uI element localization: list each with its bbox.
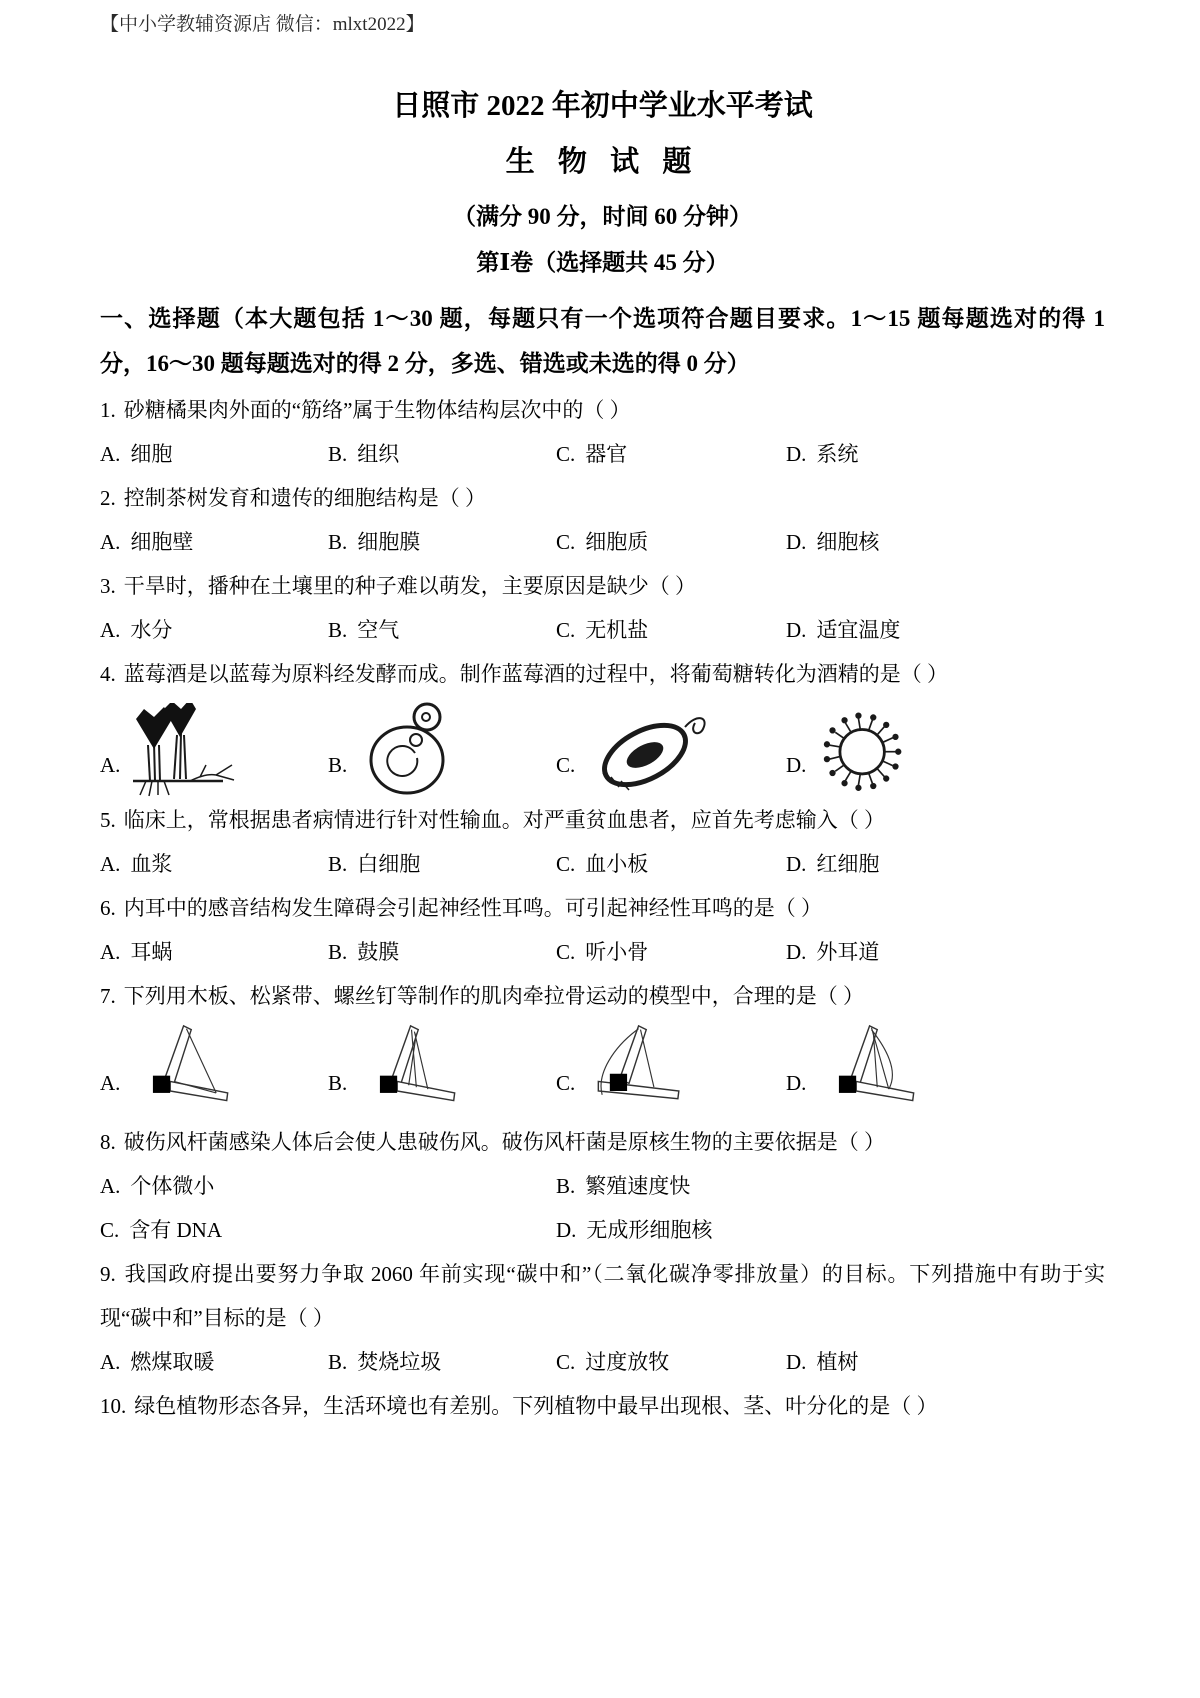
lever-model-b bbox=[355, 1020, 470, 1116]
option-c bbox=[556, 520, 786, 564]
question-text: 破伤风杆菌感染人体后会使人患破伤风。破伤风杆菌是原核生物的主要依据是（ ） bbox=[123, 1130, 885, 1154]
option-c bbox=[100, 1208, 556, 1252]
question-9 bbox=[100, 1252, 1105, 1384]
option-d bbox=[556, 1208, 1105, 1252]
option-a bbox=[100, 1020, 328, 1116]
question-6 bbox=[100, 886, 1105, 974]
option-text: 外耳道 bbox=[816, 940, 880, 964]
option-text: 组织 bbox=[357, 442, 400, 466]
option-text: 器官 bbox=[585, 442, 628, 466]
option-b bbox=[328, 1020, 556, 1116]
option-c bbox=[556, 1020, 786, 1116]
yeast-illustration bbox=[355, 700, 465, 798]
question-1-text bbox=[100, 388, 1105, 432]
question-3 bbox=[100, 564, 1105, 652]
option-text: 细胞核 bbox=[816, 530, 880, 554]
option-label: B. bbox=[328, 852, 348, 876]
option-label: D. bbox=[786, 618, 807, 642]
section-instructions: 一、选择题（本大题包括 1～30 题，每题只有一个选项符合题目要求。1～15 题每题选对的得 1 分，16～30 题每题选对的得 2 分，多选、错选或未选的得 0 分） bbox=[100, 306, 1105, 376]
question-text: 砂糖橘果肉外面的“筋络”属于生物体结构层次中的（ ） bbox=[123, 398, 631, 422]
question-number: 1. bbox=[100, 398, 116, 422]
option-label: C. bbox=[556, 753, 576, 777]
question-text: 内耳中的感音结构发生障碍会引起神经性耳鸣。可引起神经性耳鸣的是（ ） bbox=[123, 896, 822, 920]
bacterium-illustration bbox=[583, 703, 728, 798]
option-label: A. bbox=[100, 618, 121, 642]
store-watermark: 【中小学教辅资源店 微信：mlxt2022】 bbox=[100, 14, 425, 35]
question-4-text bbox=[100, 652, 1105, 696]
question-1 bbox=[100, 388, 1105, 476]
option-a bbox=[100, 1340, 328, 1384]
question-text: 绿色植物形态各异，生活环境也有差别。下列植物中最早出现根、茎、叶分化的是（ ） bbox=[134, 1394, 938, 1418]
option-a bbox=[100, 520, 328, 564]
option-label: B. bbox=[556, 1174, 576, 1198]
option-b bbox=[328, 520, 556, 564]
option-text: 空气 bbox=[357, 618, 400, 642]
option-text: 水分 bbox=[130, 618, 173, 642]
option-text: 无机盐 bbox=[585, 618, 649, 642]
option-b bbox=[328, 608, 556, 652]
option-label: D. bbox=[786, 530, 807, 554]
option-c bbox=[556, 930, 786, 974]
option-label: A. bbox=[100, 530, 121, 554]
option-d bbox=[786, 842, 1105, 886]
option-c bbox=[556, 698, 786, 798]
option-label: C. bbox=[556, 530, 576, 554]
option-label: A. bbox=[100, 1071, 121, 1095]
option-a bbox=[100, 842, 328, 886]
option-c bbox=[556, 842, 786, 886]
option-text: 过度放牧 bbox=[585, 1350, 670, 1374]
option-label: C. bbox=[556, 442, 576, 466]
option-label: D. bbox=[786, 1350, 807, 1374]
option-label: A. bbox=[100, 940, 121, 964]
question-text: 控制茶树发育和遗传的细胞结构是（ ） bbox=[123, 486, 486, 510]
question-8 bbox=[100, 1120, 1105, 1252]
option-c bbox=[556, 1340, 786, 1384]
question-number: 2. bbox=[100, 486, 116, 510]
option-d bbox=[786, 1020, 1105, 1116]
option-label: B. bbox=[328, 753, 348, 777]
option-label: C. bbox=[556, 618, 576, 642]
option-label: B. bbox=[328, 530, 348, 554]
question-3-options bbox=[100, 608, 1105, 652]
option-label: D. bbox=[786, 940, 807, 964]
option-text: 鼓膜 bbox=[357, 940, 400, 964]
option-b bbox=[328, 1340, 556, 1384]
option-text: 燃煤取暖 bbox=[130, 1350, 215, 1374]
option-d bbox=[786, 698, 1105, 798]
option-label: C. bbox=[556, 1350, 576, 1374]
option-text: 细胞壁 bbox=[130, 530, 194, 554]
option-a bbox=[100, 1164, 556, 1208]
question-2 bbox=[100, 476, 1105, 564]
option-text: 耳蜗 bbox=[130, 940, 173, 964]
question-7-options bbox=[100, 1020, 1105, 1116]
question-5-text bbox=[100, 798, 1105, 842]
question-text: 临床上，常根据患者病情进行针对性输血。对严重贫血患者，应首先考虑输入（ ） bbox=[123, 808, 885, 832]
option-text: 焚烧垃圾 bbox=[357, 1350, 442, 1374]
question-10 bbox=[100, 1384, 1105, 1428]
score-time-line: （满分 90 分，时间 60 分钟） bbox=[453, 204, 752, 229]
question-8-options-row2 bbox=[100, 1208, 1105, 1252]
lever-model-d bbox=[814, 1020, 929, 1116]
option-d bbox=[786, 520, 1105, 564]
question-1-options bbox=[100, 432, 1105, 476]
virus-illustration bbox=[814, 698, 914, 798]
option-text: 红细胞 bbox=[816, 852, 880, 876]
option-label: C. bbox=[556, 852, 576, 876]
option-label: D. bbox=[556, 1218, 577, 1242]
option-text: 听小骨 bbox=[585, 940, 649, 964]
option-label: B. bbox=[328, 1071, 348, 1095]
option-b bbox=[328, 842, 556, 886]
question-7 bbox=[100, 974, 1105, 1116]
question-text: 我国政府提出要努力争取 2060 年前实现“碳中和”（二氧化碳净零排放量）的目标。下列措施中有助于实现“碳中和”目标的是（ ） bbox=[100, 1262, 1105, 1330]
lever-model-c bbox=[583, 1020, 698, 1116]
option-text: 含有 DNA bbox=[129, 1218, 223, 1242]
option-label: D. bbox=[786, 442, 807, 466]
question-9-text bbox=[100, 1252, 1105, 1340]
question-text: 蓝莓酒是以蓝莓为原料经发酵而成。制作蓝莓酒的过程中，将葡萄糖转化为酒精的是（ ） bbox=[123, 662, 948, 686]
option-label: D. bbox=[786, 753, 807, 777]
option-label: A. bbox=[100, 1350, 121, 1374]
question-2-options bbox=[100, 520, 1105, 564]
question-9-options bbox=[100, 1340, 1105, 1384]
part-heading: 第Ⅰ卷（选择题共 45 分） bbox=[476, 250, 729, 275]
question-3-text bbox=[100, 564, 1105, 608]
question-6-text bbox=[100, 886, 1105, 930]
option-text: 血浆 bbox=[130, 852, 173, 876]
question-number: 7. bbox=[100, 984, 116, 1008]
option-a bbox=[100, 432, 328, 476]
option-c bbox=[556, 608, 786, 652]
option-label: B. bbox=[328, 442, 348, 466]
option-text: 细胞 bbox=[130, 442, 173, 466]
question-5-options bbox=[100, 842, 1105, 886]
question-text: 干旱时，播种在土壤里的种子难以萌发，主要原因是缺少（ ） bbox=[123, 574, 696, 598]
option-label: B. bbox=[328, 1350, 348, 1374]
option-d bbox=[786, 930, 1105, 974]
option-label: A. bbox=[100, 1174, 121, 1198]
option-d bbox=[786, 608, 1105, 652]
question-text: 下列用木板、松紧带、螺丝钉等制作的肌肉牵拉骨运动的模型中，合理的是（ ） bbox=[123, 984, 864, 1008]
question-number: 5. bbox=[100, 808, 116, 832]
question-number: 8. bbox=[100, 1130, 116, 1154]
option-label: D. bbox=[786, 1071, 807, 1095]
question-6-options bbox=[100, 930, 1105, 974]
question-8-options-row1 bbox=[100, 1164, 1105, 1208]
question-8-text bbox=[100, 1120, 1105, 1164]
question-number: 6. bbox=[100, 896, 116, 920]
question-7-text bbox=[100, 974, 1105, 1018]
option-text: 无成形细胞核 bbox=[586, 1218, 713, 1242]
option-label: A. bbox=[100, 442, 121, 466]
question-number: 4. bbox=[100, 662, 116, 686]
option-b bbox=[328, 432, 556, 476]
option-label: A. bbox=[100, 852, 121, 876]
option-a bbox=[100, 698, 328, 798]
mold-illustration bbox=[128, 703, 253, 798]
option-label: C. bbox=[556, 940, 576, 964]
option-a bbox=[100, 608, 328, 652]
option-text: 繁殖速度快 bbox=[585, 1174, 691, 1198]
option-label: C. bbox=[556, 1071, 576, 1095]
option-text: 细胞质 bbox=[585, 530, 649, 554]
question-number: 3. bbox=[100, 574, 116, 598]
option-d bbox=[786, 1340, 1105, 1384]
question-4 bbox=[100, 652, 1105, 794]
option-text: 白细胞 bbox=[357, 852, 421, 876]
option-b bbox=[556, 1164, 1105, 1208]
option-label: B. bbox=[328, 618, 348, 642]
option-b bbox=[328, 930, 556, 974]
option-b bbox=[328, 698, 556, 798]
option-d bbox=[786, 432, 1105, 476]
option-text: 系统 bbox=[816, 442, 859, 466]
option-label: D. bbox=[786, 852, 807, 876]
lever-model-a bbox=[128, 1020, 243, 1116]
question-4-options bbox=[100, 698, 1105, 794]
option-text: 个体微小 bbox=[130, 1174, 215, 1198]
question-10-text bbox=[100, 1384, 1105, 1428]
exam-title: 日照市 2022 年初中学业水平考试 bbox=[392, 90, 813, 122]
option-a bbox=[100, 930, 328, 974]
question-5 bbox=[100, 798, 1105, 886]
option-label: C. bbox=[100, 1218, 120, 1242]
option-label: A. bbox=[100, 753, 121, 777]
question-2-text bbox=[100, 476, 1105, 520]
question-number: 9. bbox=[100, 1262, 116, 1286]
option-text: 适宜温度 bbox=[816, 618, 901, 642]
option-text: 细胞膜 bbox=[357, 530, 421, 554]
exam-subject-title: 生 物 试 题 bbox=[505, 146, 700, 178]
option-text: 血小板 bbox=[585, 852, 649, 876]
option-text: 植树 bbox=[816, 1350, 859, 1374]
question-number: 10. bbox=[100, 1394, 127, 1418]
option-label: B. bbox=[328, 940, 348, 964]
option-c bbox=[556, 432, 786, 476]
